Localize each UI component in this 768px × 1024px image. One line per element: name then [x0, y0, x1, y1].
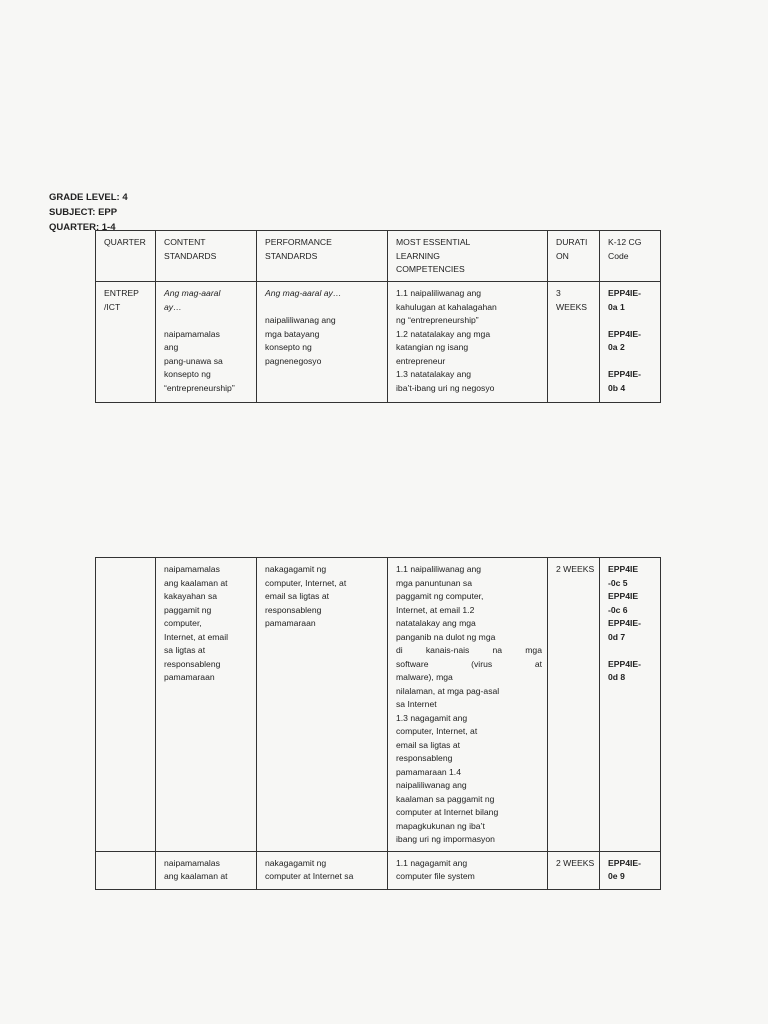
justified-line: software (virus at — [396, 658, 542, 669]
cell-content-standards: naipamamalas ang kaalaman at — [156, 851, 257, 889]
cell-cg-codes: EPP4IE -0c 5 EPP4IE -0c 6 EPP4IE- 0d 7 EPP4IE- 0d 8 — [600, 558, 661, 852]
cell-quarter — [96, 851, 156, 889]
header-quarter: QUARTER — [96, 231, 156, 282]
cell-competencies: 1.1 naipaliliwanag ang kahulugan at kahalagahan ng “entrepreneurship” 1.2 natatalakay ang mga katangian ng isang entrepreneur 1.3 natatalakay ang iba’t-ibang uri ng negosyo — [388, 282, 548, 403]
cell-content-standards: naipamamalas ang kaalaman at kakayahan sa paggamit ng computer, Internet, at email sa ligtas at responsableng pamamaraan — [156, 558, 257, 852]
cell-performance-standards: Ang mag-aaral ay… naipaliliwanag ang mga batayang konsepto ng pagnenegosyo — [257, 282, 388, 403]
cell-duration: 2 WEEKS — [548, 851, 600, 889]
cell-quarter — [96, 558, 156, 852]
cell-cg-codes: EPP4IE- 0a 1 EPP4IE- 0a 2 EPP4IE- 0b 4 — [600, 282, 661, 403]
curriculum-table-2 — [95, 557, 661, 890]
grade-level: GRADE LEVEL: 4 — [49, 192, 128, 203]
justified-line: di kanais-nais na mga — [396, 645, 542, 655]
cell-duration: 2 WEEKS — [548, 558, 600, 852]
cell-content-standards: Ang mag-aaral ay… naipamamalas ang pang-unawa sa konsepto ng “entrepreneurship” — [156, 282, 257, 403]
table-row — [96, 282, 661, 403]
table-row — [96, 558, 661, 852]
header-duration: DURATI ON — [548, 231, 600, 282]
cell-performance-standards: nakagagamit ng computer at Internet sa — [257, 851, 388, 889]
header-competencies: MOST ESSENTIAL LEARNING COMPETENCIES — [388, 231, 548, 282]
quarter-range: QUARTER: 1-4 — [49, 222, 116, 233]
cell-competencies: 1.1 naipaliliwanag ang mga panuntunan sa paggamit ng computer, Internet, at email 1.2 natatalakay ang mga panganib na dulot ng mga di kanais-nais na mga software (virus at malware), mga nilalaman, at mga pag-asal sa Internet 1.3 nagagamit ang computer, Internet, at email sa ligtas at responsableng pamamaraan 1.4 naipaliliwanag ang kaalaman sa paggamit ng computer at Internet bilang mapagkukunan ng iba’t ibang uri ng impormasyon — [388, 558, 548, 852]
header-performance-standards: PERFORMANCE STANDARDS — [257, 231, 388, 282]
cell-performance-standards: nakagagamit ng computer, Internet, at email sa ligtas at responsableng pamamaraan — [257, 558, 388, 852]
document-meta — [49, 190, 128, 235]
table-header-row — [96, 231, 661, 282]
header-content-standards: CONTENT STANDARDS — [156, 231, 257, 282]
curriculum-table-1 — [95, 230, 661, 403]
table-row — [96, 851, 661, 889]
header-cg-code: K-12 CG Code — [600, 231, 661, 282]
cell-cg-codes: EPP4IE- 0e 9 — [600, 851, 661, 889]
cell-duration: 3 WEEKS — [548, 282, 600, 403]
subject: SUBJECT: EPP — [49, 207, 118, 218]
cell-quarter: ENTREP /ICT — [96, 282, 156, 403]
cell-competencies: 1.1 nagagamit ang computer file system — [388, 851, 548, 889]
